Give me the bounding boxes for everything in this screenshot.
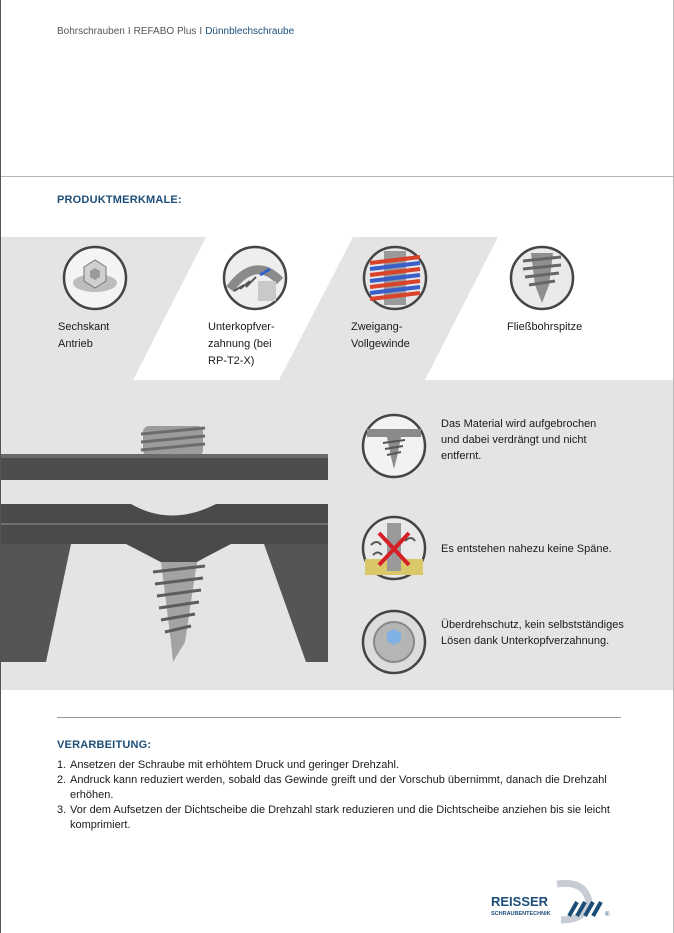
benefit-text: Es entstehen nahezu keine Späne.: [441, 543, 612, 555]
anti-loosening-icon: [361, 609, 427, 675]
divider: [57, 717, 621, 718]
material-displacement-icon: [361, 413, 427, 479]
reisser-logo: [491, 880, 623, 924]
breadcrumb-separator: I: [199, 26, 203, 37]
underhead-serration-icon: [222, 245, 288, 311]
breadcrumb-separator: I: [127, 26, 131, 37]
flow-drill-point-icon: [509, 245, 575, 311]
processing-title: VERARBEITUNG:: [57, 739, 152, 751]
benefit-text: Das Material wird aufgebrochen und dabei verdrängt und nicht entfernt.: [441, 418, 597, 462]
processing-steps: [57, 758, 617, 833]
breadcrumb: [57, 26, 294, 37]
divider: [1, 176, 673, 177]
feature-label: Unterkopfver- zahnung (bei RP-T2-X): [208, 321, 275, 367]
benefit-text: Überdrehschutz, kein selbstständiges Lösen dank Unterkopfverzahnung.: [441, 619, 624, 647]
twin-thread-icon: [362, 245, 428, 311]
feature-label: Sechskant Antrieb: [58, 321, 110, 350]
screw-in-sheet-illustration: [1, 412, 328, 662]
feature-label: Fließbohrspitze: [507, 321, 583, 333]
list-item: 3. Vor dem Aufsetzen der Dichtscheibe die Drehzahl stark reduzieren und die Dichtscheibe anziehen bis sie leicht komprimiert.: [57, 804, 610, 831]
logo-sub: SCHRAUBENTECHNIK: [491, 911, 551, 917]
hex-drive-icon: [62, 245, 128, 311]
list-item: 2. Andruck kann reduziert werden, sobald das Gewinde greift und der Vorschub übernimmt, danach die Drehzahl erhöhen.: [57, 774, 607, 801]
breadcrumb-item: Bohrschrauben: [57, 26, 125, 37]
logo-registered-mark: ®: [605, 912, 610, 918]
no-chips-icon: [361, 515, 427, 581]
list-item: 1. Ansetzen der Schraube mit erhöhtem Druck und geringer Drehzahl.: [57, 759, 399, 771]
breadcrumb-current: Dünnblechschraube: [205, 26, 295, 37]
feature-label: Zweigang- Vollgewinde: [351, 321, 410, 350]
features-title: PRODUKTMERKMALE:: [57, 194, 182, 206]
logo-name: REISSER: [491, 894, 549, 909]
breadcrumb-item: REFABO Plus: [133, 26, 197, 37]
